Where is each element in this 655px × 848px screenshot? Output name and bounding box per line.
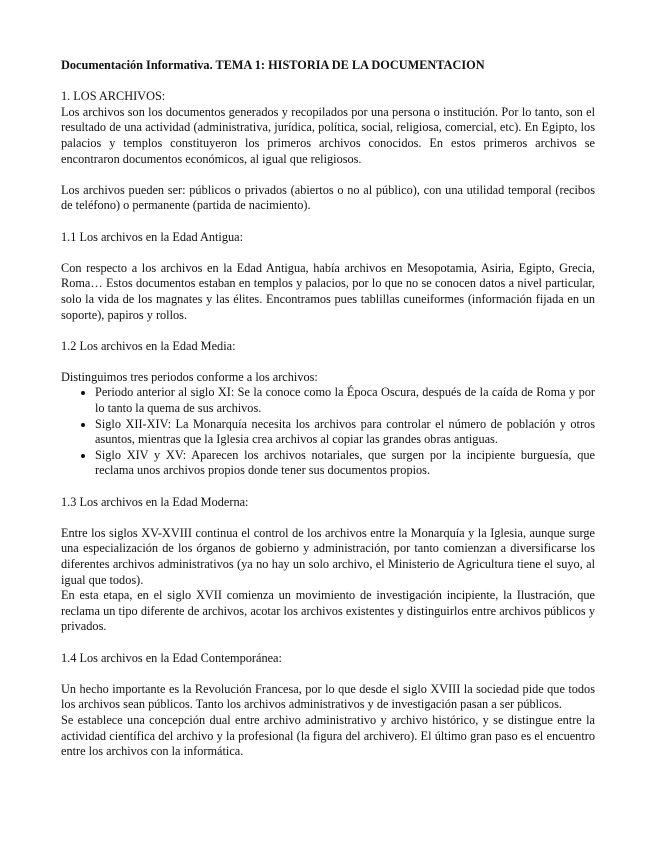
paragraph: Los archivos pueden ser: públicos o privados (abiertos o no al público), con una utilidad temporal (recibos de teléfono) o permanente (partida de nacimiento). [61, 182, 595, 213]
paragraph: Entre los siglos XV-XVIII continua el control de los archivos entre la Monarquía y la Iglesia, aunque surge una especialización de los órganos de gobierno y administración, por tanto comienzan a diversificarse los diferentes archivos administrativos (ya no hay un solo archivo, el Ministerio de Agricultura tiene el suyo, al igual que todos). [61, 525, 595, 587]
list-item: • Periodo anterior al siglo XI: Se la conoce como la Época Oscura, después de la caída de Roma y por lo tanto la quema de sus archivos. [95, 385, 595, 416]
document-title: Documentación Informativa. TEMA 1: HISTORIA DE LA DOCUMENTACION [61, 58, 485, 72]
paragraph: Distinguimos tres periodos conforme a los archivos: [61, 369, 318, 384]
paragraph: Los archivos son los documentos generados y recopilados por una persona o institución. Por lo tanto, son el resultado de una actividad (administrativa, jurídica, política, social, religiosa, comercial, etc). En Egipto, los palacios y templos constituyeron los primeros archivos conocidos. En estos primeros archivos se encontraron documentos económicos, al igual que religiosos. [61, 104, 595, 166]
paragraph: Se establece una concepción dual entre archivo administrativo y archivo histórico, y se distingue entre la actividad científica del archivo y la profesional (la figura del archivero). El último gran paso es el encuentro entre los archivos con la informática. [61, 712, 595, 759]
list-item: • Siglo XIV y XV: Aparecen los archivos notariales, que surgen por la incipiente burguesía, que reclama unos archivos propios donde tener sus documentos propios. [95, 448, 595, 479]
paragraph: Con respecto a los archivos en la Edad Antigua, había archivos en Mesopotamia, Asiria, Egipto, Grecia, Roma… Estos documentos estaban en templos y palacios, por lo que no se conocen datos a nivel particular, solo la vida de los magnates y las élites. Encontramos pues tablillas cuneiformes (información fijada en un soporte), papiros y rollos. [61, 260, 595, 322]
paragraph: En esta etapa, en el siglo XVII comienza un movimiento de investigación incipiente, la Ilustración, que reclama un tipo diferente de archivos, acotar los archivos existentes y distinguirlos entre archivos públicos y privados. [61, 588, 595, 634]
section-1-4-heading: 1.4 Los archivos en la Edad Contemporánea: [61, 650, 282, 665]
document-page [61, 58, 595, 760]
list-item: • Siglo XII-XIV: La Monarquía necesita los archivos para controlar el número de población y otros asuntos, mientras que la Iglesia crea archivos al copiar las grandes obras antiguas. [95, 417, 595, 448]
period-list [61, 385, 595, 479]
section-1-heading: 1. LOS ARCHIVOS: [61, 89, 166, 104]
paragraph: Un hecho importante es la Revolución Francesa, por lo que desde el siglo XVIII la sociedad pide que todos los archivos sean públicos. Tanto los archivos administrativos y de investigación pasan a ser públicos. [61, 681, 595, 712]
section-1-3-heading: 1.3 Los archivos en la Edad Moderna: [61, 494, 249, 509]
section-1-1-heading: 1.1 Los archivos en la Edad Antigua: [61, 229, 244, 244]
section-1-2-heading: 1.2 Los archivos en la Edad Media: [61, 338, 236, 353]
